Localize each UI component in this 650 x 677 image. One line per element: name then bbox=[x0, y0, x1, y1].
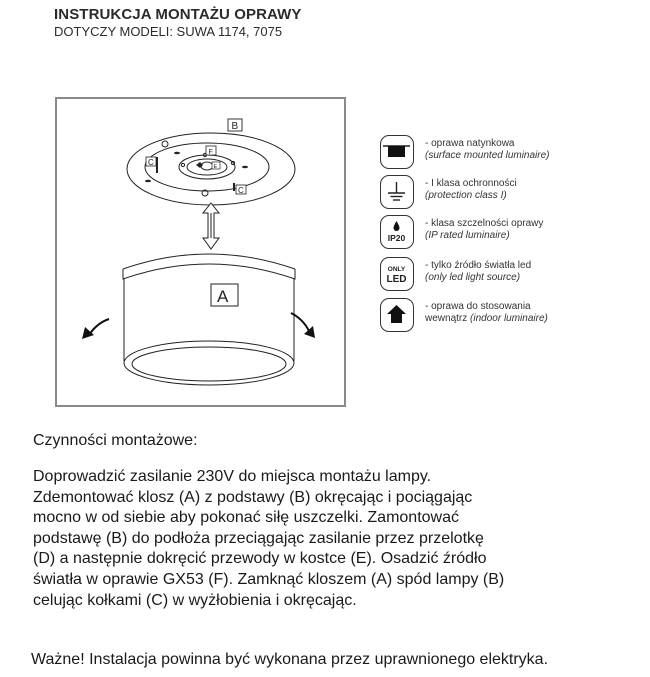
indoor-house-icon bbox=[380, 298, 414, 332]
only-led-icon bbox=[380, 257, 414, 291]
legend-label-pl: - klasa szczelności oprawy bbox=[425, 218, 544, 229]
legend-label-pl-2: wewnątrz bbox=[425, 313, 468, 324]
legend-item-indoor bbox=[380, 298, 640, 334]
lamp-exploded-view bbox=[57, 99, 348, 409]
legend-item-protection-class bbox=[380, 175, 640, 211]
svg-text:ONLY: ONLY bbox=[387, 266, 406, 273]
surface-mounted-icon bbox=[380, 135, 414, 169]
label-a: A bbox=[217, 287, 229, 306]
instruction-line: Zdemontować klosz (A) z podstawy (B) okręcając i pociągając bbox=[33, 488, 473, 506]
rotate-arrow-left-icon bbox=[82, 319, 109, 339]
legend-label-pl: - tylko źródło światła led bbox=[425, 260, 532, 271]
instruction-line: celując kołkami (C) w wyżłobienia i okręcając. bbox=[33, 591, 357, 609]
legend-label-pl: - oprawa natynkowa bbox=[425, 138, 515, 149]
instructions-body bbox=[33, 467, 504, 611]
instruction-line: (D) a następnie dokręcić przewody w kostce (E). Osadzić źródło bbox=[33, 550, 487, 568]
ground-icon bbox=[380, 175, 414, 209]
instruction-line: podstawę (B) do podłoża przeciągając zasilanie przez przelotkę bbox=[33, 529, 484, 547]
legend-label-en: (indoor luminaire) bbox=[470, 313, 548, 324]
water-drop-icon bbox=[394, 221, 400, 231]
ip20-icon bbox=[380, 215, 414, 249]
legend-label-en: (IP rated luminaire) bbox=[425, 230, 510, 241]
page-title: INSTRUKCJA MONTAŻU OPRAWY bbox=[54, 6, 302, 23]
double-arrow-icon bbox=[203, 203, 219, 249]
assembly-diagram bbox=[55, 97, 346, 407]
legend-label-pl: - oprawa do stosowania bbox=[425, 301, 531, 312]
legend-item-ip-rating bbox=[380, 215, 640, 251]
legend-label-en: (only led light source) bbox=[425, 272, 521, 283]
electrician-warning: Ważne! Instalacja powinna być wykonana przez uprawnionego elektryka. bbox=[31, 651, 549, 668]
label-f: F bbox=[208, 149, 213, 156]
legend-item-only-led bbox=[380, 257, 640, 293]
label-c-right: C bbox=[238, 186, 244, 195]
lamp-shade bbox=[123, 254, 295, 385]
rotate-arrow-right-icon bbox=[291, 313, 315, 338]
label-b: B bbox=[231, 121, 239, 132]
legend-label-en: (surface mounted luminaire) bbox=[425, 150, 550, 161]
instruction-line: światła w oprawie GX53 (F). Zamknąć kloszem (A) spód lampy (B) bbox=[33, 570, 505, 588]
svg-text:LED: LED bbox=[386, 274, 407, 285]
instructions-heading: Czynności montażowe: bbox=[33, 432, 198, 449]
instruction-line: Doprowadzić zasilanie 230V do miejsca montażu lampy. bbox=[33, 468, 432, 485]
legend-label-pl: - I klasa ochronności bbox=[425, 178, 517, 189]
page-subtitle: DOTYCZY MODELI: SUWA 1174, 7075 bbox=[54, 24, 283, 39]
label-e: E bbox=[213, 164, 218, 170]
svg-text:IP20: IP20 bbox=[387, 233, 406, 243]
label-c-left: C bbox=[148, 158, 154, 167]
instruction-line: mocno w od siebie aby pokonać siłę uszczelki. Zamontować bbox=[33, 509, 459, 527]
legend-item-surface-mounted bbox=[380, 135, 640, 171]
legend-label-en: (protection class I) bbox=[425, 190, 507, 201]
